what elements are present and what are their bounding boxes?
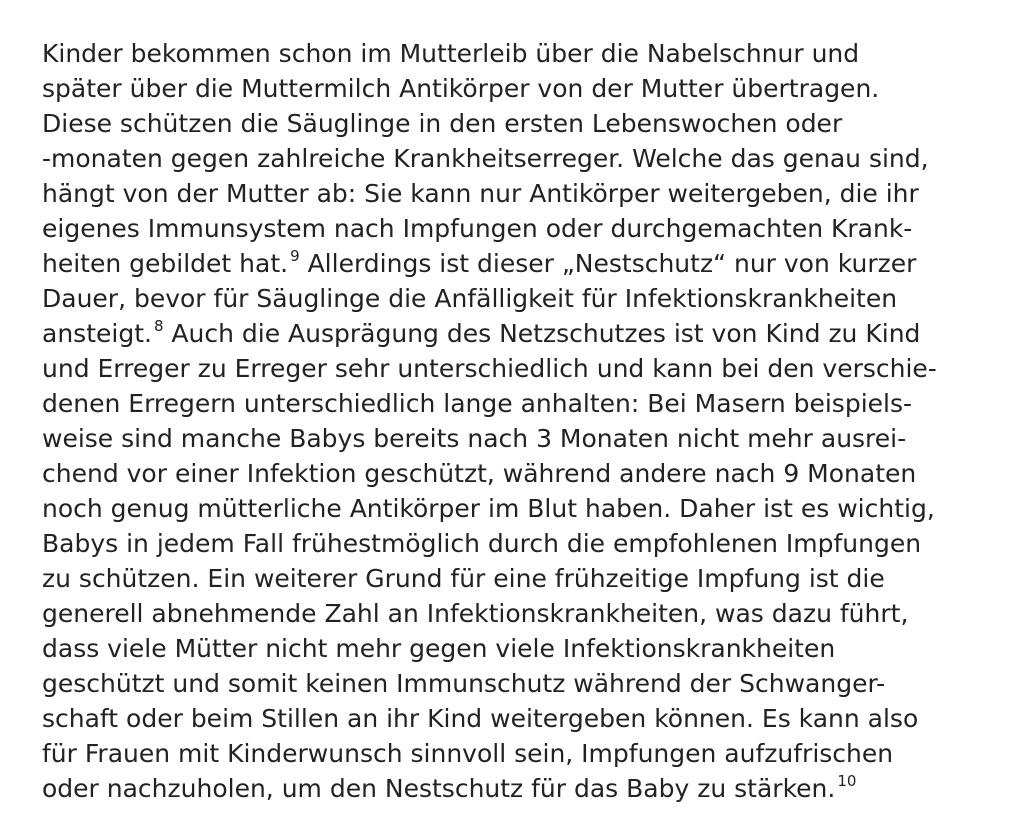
footnote-ref: 8 bbox=[153, 317, 164, 335]
paragraph-line bbox=[42, 316, 1002, 351]
paragraph-line bbox=[42, 246, 1002, 281]
line-text: Allerdings ist dieser „Nestschutz“ nur von kurzer bbox=[299, 249, 917, 278]
paragraph-line: später über die Muttermilch Antikörper von der Mutter übertragen. bbox=[42, 74, 880, 103]
paragraph-line: dass viele Mütter nicht mehr gegen viele Infektionskrankheiten bbox=[42, 634, 836, 663]
line-text: heiten gebildet hat. bbox=[42, 249, 289, 278]
footnote-ref: 9 bbox=[290, 247, 300, 265]
paragraph-line: geschützt und somit keinen Immunschutz während der Schwanger- bbox=[42, 669, 886, 698]
line-text: Auch die Ausprägung des Netzschutzes ist von Kind zu Kind bbox=[163, 319, 921, 348]
paragraph-line: weise sind manche Babys bereits nach 3 Monaten nicht mehr ausrei- bbox=[42, 424, 907, 453]
paragraph-line: für Frauen mit Kinderwunsch sinnvoll sein, Impfungen aufzufrischen bbox=[42, 739, 894, 768]
paragraph-line: generell abnehmende Zahl an Infektionskrankheiten, was dazu führt, bbox=[42, 599, 909, 628]
paragraph-line: -monaten gegen zahlreiche Krankheitserreger. Welche das genau sind, bbox=[42, 144, 929, 173]
paragraph-line: noch genug mütterliche Antikörper im Blut haben. Daher ist es wichtig, bbox=[42, 494, 935, 523]
paragraph-line: chend vor einer Infektion geschützt, während andere nach 9 Monaten bbox=[42, 459, 917, 488]
line-text: ansteigt. bbox=[42, 319, 152, 348]
paragraph-line: Dauer, bevor für Säuglinge die Anfälligkeit für Infektionskrankheiten bbox=[42, 284, 898, 313]
line-text: oder nachzuholen, um den Nestschutz für das Baby zu stärken. bbox=[42, 774, 836, 803]
paragraph-line: Kinder bekommen schon im Mutterleib über die Nabelschnur und bbox=[42, 39, 860, 68]
paragraph-line bbox=[42, 771, 1002, 806]
paragraph-line: hängt von der Mutter ab: Sie kann nur Antikörper weitergeben, die ihr bbox=[42, 179, 919, 208]
paragraph-line: Diese schützen die Säuglinge in den ersten Lebenswochen oder bbox=[42, 109, 843, 138]
paragraph-line: zu schützen. Ein weiterer Grund für eine frühzeitige Impfung ist die bbox=[42, 564, 885, 593]
body-paragraph bbox=[42, 36, 1002, 806]
paragraph-line: denen Erregern unterschiedlich lange anhalten: Bei Masern beispiels- bbox=[42, 389, 913, 418]
paragraph-line: schaft oder beim Stillen an ihr Kind weitergeben können. Es kann also bbox=[42, 704, 919, 733]
footnote-ref: 10 bbox=[837, 772, 857, 790]
paragraph-line: eigenes Immunsystem nach Impfungen oder durchgemachten Krank- bbox=[42, 214, 913, 243]
paragraph-line: und Erreger zu Erreger sehr unterschiedlich und kann bei den verschie- bbox=[42, 354, 937, 383]
paragraph-line: Babys in jedem Fall frühestmöglich durch die empfohlenen Impfungen bbox=[42, 529, 922, 558]
